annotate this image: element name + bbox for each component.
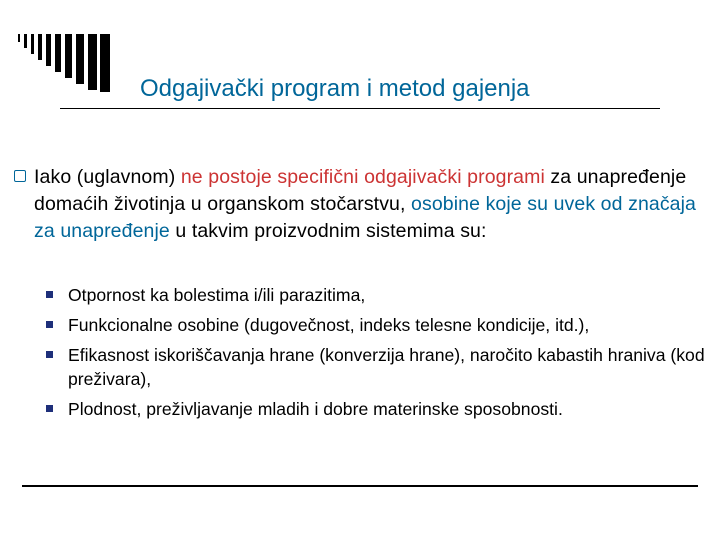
- text-segment: za unapređenje domaćih životinja u organskom stočarstvu,: [34, 166, 687, 215]
- hollow-square-bullet-icon: [14, 170, 26, 182]
- list-item: [46, 313, 716, 337]
- list-item-text: Funkcionalne osobine (dugovečnost, indeks telesne kondicije, itd.),: [68, 315, 590, 335]
- list-item-text: Plodnost, preživljavanje mladih i dobre materinske sposobnosti.: [68, 399, 563, 419]
- page-title: Odgajivački program i metod gajenja: [140, 75, 530, 102]
- title-divider-line: [60, 108, 660, 109]
- list-item: [46, 397, 716, 421]
- square-bullet-icon: [46, 291, 53, 298]
- highlight-blue-text: osobine koje su uvek od značaja za unapređenje: [34, 193, 697, 242]
- list-item-text: Otpornost ka bolestima i/ili parazitima,: [68, 285, 366, 305]
- square-bullet-icon: [46, 321, 53, 328]
- text-segment: u takvim proizvodnim sistemima su:: [169, 220, 487, 242]
- square-bullet-icon: [46, 405, 53, 412]
- list-item: [46, 283, 716, 307]
- main-bullet-text: [34, 164, 714, 245]
- list-item-text: Efikasnost iskoriščavanja hrane (konverzija hrane), naročito kabastih hraniva (kod preživara),: [68, 345, 705, 389]
- main-bullet: [14, 164, 714, 245]
- sub-bullet-list: [46, 283, 716, 427]
- square-bullet-icon: [46, 351, 53, 358]
- text-segment: Iako (uglavnom): [34, 166, 181, 188]
- decorative-bars-icon: [18, 34, 130, 92]
- footer-divider-line: [22, 485, 698, 487]
- list-item: [46, 343, 716, 391]
- highlight-red-text: ne postoje specifični odgajivački programi: [180, 166, 545, 188]
